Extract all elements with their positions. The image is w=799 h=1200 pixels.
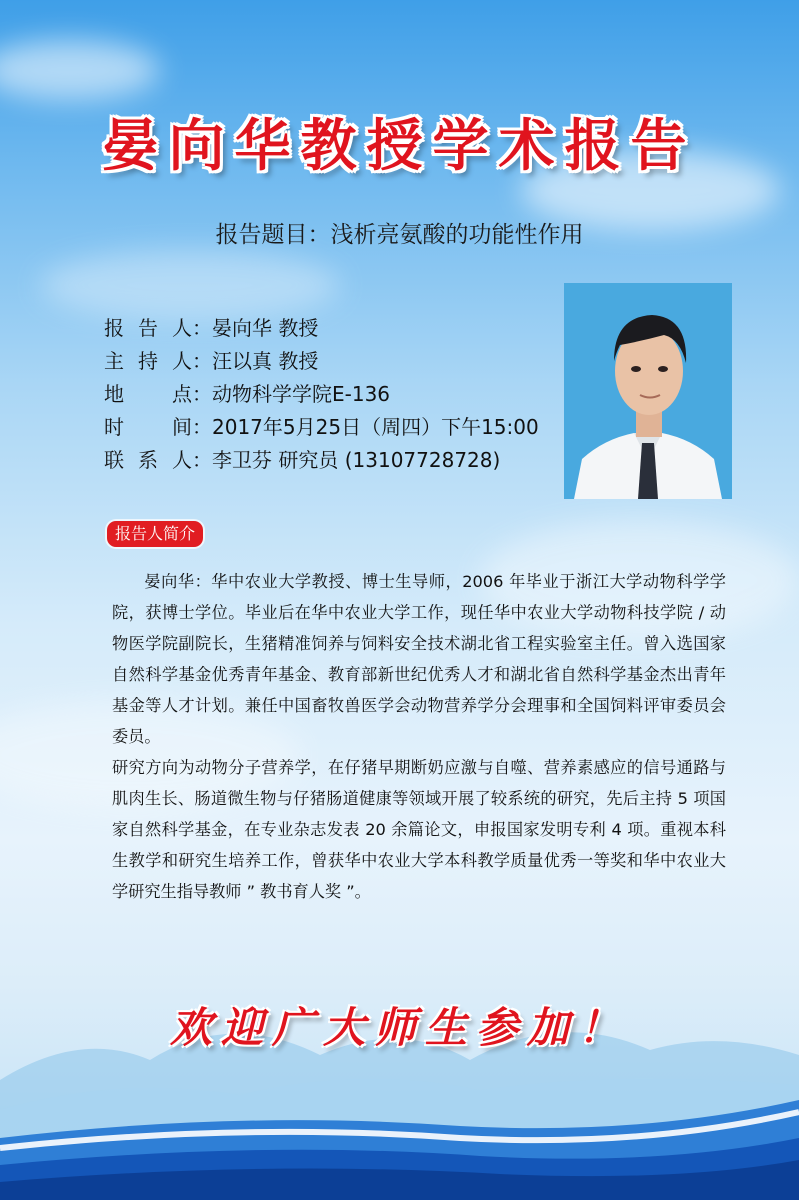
- detail-value: ：李卫芬 研究员 (13107728728): [192, 448, 501, 472]
- detail-value: ：晏向华 教授: [192, 316, 319, 340]
- bio-paragraph: 晏向华：华中农业大学教授、博士生导师，2006 年毕业于浙江大学动物科学学院，获博士学位。毕业后在华中农业大学工作，现任华中农业大学动物科技学院 / 动物医学院副院长，生猪精准饲养与饲料安全技术湖北省工程实验室主任。曾入选国家自然科学基金优秀青年基金、教育部新世纪优秀人才和湖北省自然科学基金杰出青年基金等人才计划。兼任中国畜牧兽医学会动物营养学分会理事和全国饲料评审委员会委员。: [112, 572, 726, 746]
- welcome-slogan: 欢迎广大师生参加！: [169, 1003, 629, 1052]
- cloud-decoration: [0, 40, 160, 100]
- detail-label: 地点: [104, 382, 192, 406]
- speaker-bio: [112, 566, 726, 907]
- detail-reporter: [104, 312, 539, 345]
- poster-title: 晏向华教授学术报告: [102, 113, 697, 179]
- detail-label: 时间: [104, 415, 192, 439]
- detail-value: ：汪以真 教授: [192, 349, 319, 373]
- bio-paragraph: 研究方向为动物分子营养学，在仔猪早期断奶应激与自噬、营养素感应的信号通路与肌肉生长、肠道微生物与仔猪肠道健康等领域开展了较系统的研究，先后主持 5 项国家自然科学基金，在专业杂志发表 20 余篇论文，申报国家发明专利 4 项。重视本科生教学和研究生培养工作，曾获华中农业大学本科教学质量优秀一等奖和华中农业大学研究生指导教师 ” 教书育人奖 ”。: [112, 758, 726, 901]
- speaker-portrait: [564, 283, 732, 499]
- report-topic: 报告题目：浅析亮氨酸的功能性作用: [215, 222, 584, 248]
- detail-value: ：动物科学学院E-136: [192, 382, 391, 406]
- cloud-decoration: [40, 250, 340, 320]
- detail-contact: [104, 444, 539, 477]
- event-details: [104, 312, 539, 477]
- detail-time: [104, 411, 539, 444]
- detail-label: 主持人: [104, 349, 192, 373]
- detail-location: [104, 378, 539, 411]
- detail-value: ：2017年5月25日（周四）下午15:00: [192, 415, 539, 439]
- detail-label: 联系人: [104, 448, 192, 472]
- detail-host: [104, 345, 539, 378]
- bio-badge: 报告人简介: [107, 521, 203, 547]
- detail-label: 报告人: [104, 316, 192, 340]
